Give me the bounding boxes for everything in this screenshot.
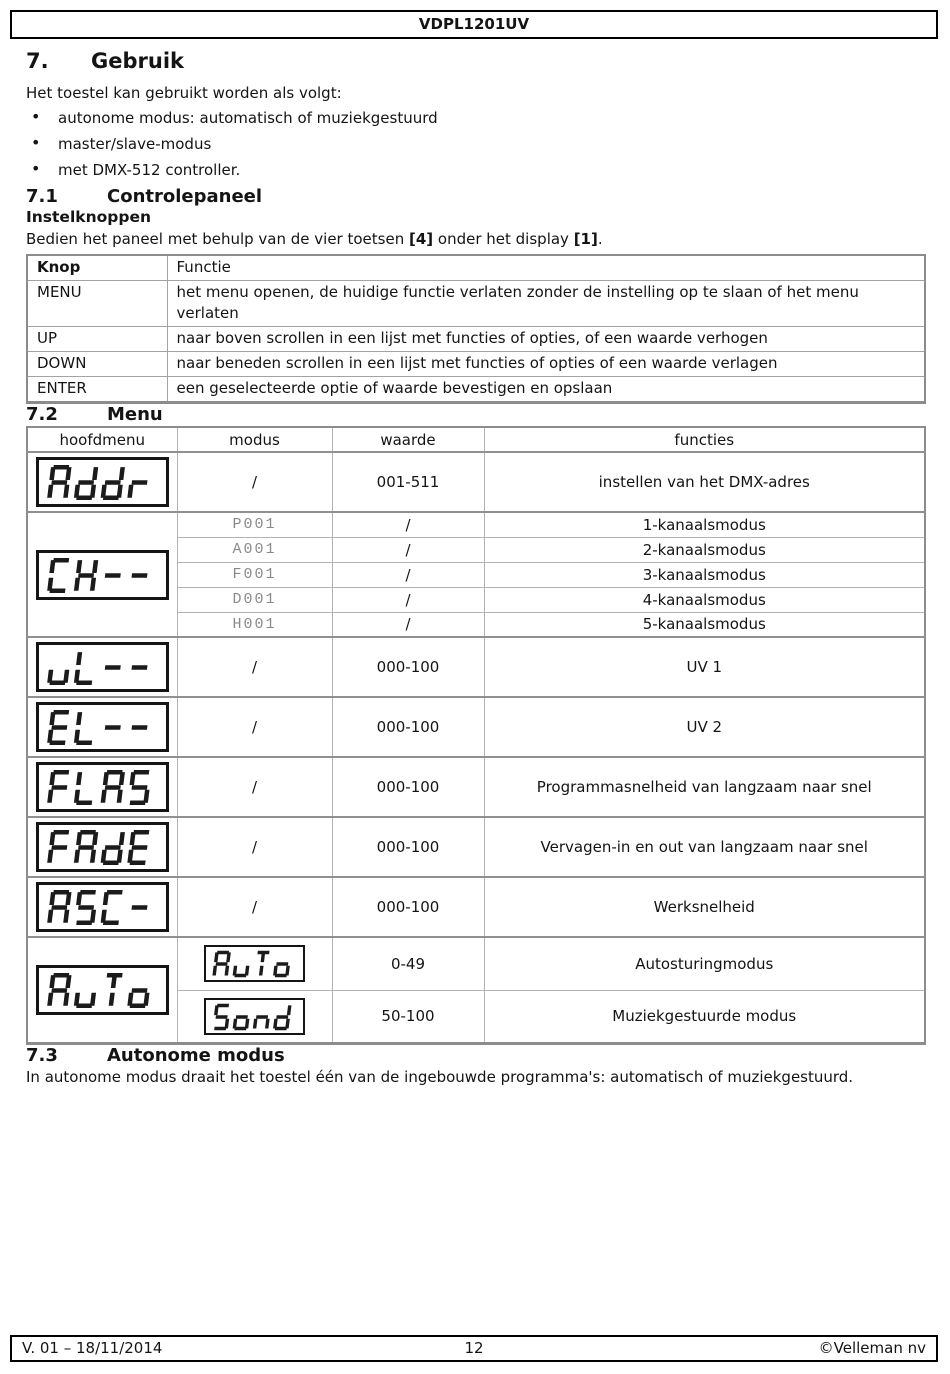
- sound-mode-lcd-display: [204, 998, 305, 1035]
- lcd-cell: [27, 937, 177, 1043]
- modus-value: H001: [177, 612, 332, 637]
- menu-row-addr: [27, 452, 925, 512]
- section-7-intro: Het toestel kan gebruikt worden als volgt:: [26, 84, 342, 102]
- button-name: ENTER: [27, 377, 167, 403]
- lcd-cell: [27, 452, 177, 512]
- modus-value: /: [177, 877, 332, 937]
- waarde-value: 001-511: [332, 452, 484, 512]
- modus-value: /: [177, 637, 332, 697]
- col-header-functie: Functie: [167, 255, 925, 281]
- instelknoppen-subheading: Instelknoppen: [26, 208, 151, 226]
- table-row: [27, 327, 925, 352]
- functies-value: Werksnelheid: [484, 877, 925, 937]
- modus-value: /: [177, 452, 332, 512]
- section-71-intro: [26, 229, 926, 249]
- section-71-number: 7.1: [26, 186, 58, 207]
- button-name: UP: [27, 327, 167, 352]
- lcd-cell: [177, 937, 332, 990]
- menu-row-uv1: [27, 637, 925, 697]
- col-header-knop: Knop: [27, 255, 167, 281]
- list-item: • autonome modus: automatisch of muziekgestuurd: [26, 108, 926, 128]
- menu-row-auto: [27, 937, 925, 990]
- buttons-table: [26, 254, 926, 404]
- section-7-title: Gebruik: [91, 49, 184, 73]
- functies-value: Autosturingmodus: [484, 937, 925, 990]
- modus-value: /: [177, 817, 332, 877]
- list-item: • met DMX-512 controller.: [26, 160, 926, 180]
- addr-lcd-display: [36, 457, 169, 507]
- bold-ref-1: [1]: [573, 230, 598, 248]
- lcd-cell: [27, 512, 177, 637]
- section-72-heading: [26, 404, 926, 426]
- button-function: naar beneden scrollen in een lijst met functies of opties of een waarde verlagen: [167, 352, 925, 377]
- el-lcd-display: [36, 702, 169, 752]
- table-header-row: [27, 427, 925, 452]
- col-header-functies: functies: [484, 427, 925, 452]
- modus-value: /: [177, 757, 332, 817]
- lcd-cell: [27, 757, 177, 817]
- waarde-value: /: [332, 587, 484, 612]
- lcd-cell: [27, 637, 177, 697]
- fade-lcd-display: [36, 822, 169, 872]
- page-content: [26, 48, 926, 1087]
- functies-value: Programmasnelheid van langzaam naar snel: [484, 757, 925, 817]
- button-name: MENU: [27, 281, 167, 327]
- footer-copyright: ©Velleman nv: [818, 1339, 926, 1357]
- functies-value: 2-kanaalsmodus: [484, 537, 925, 562]
- menu-table: [26, 426, 926, 1045]
- ul-lcd-display: [36, 642, 169, 692]
- menu-row-ch: [27, 512, 925, 537]
- ch-lcd-display: [36, 550, 169, 600]
- table-row: [27, 281, 925, 327]
- table-row: [27, 352, 925, 377]
- section-73-heading: [26, 1045, 926, 1067]
- modus-value: /: [177, 697, 332, 757]
- section-73-number: 7.3: [26, 1044, 58, 1066]
- functies-value: Muziekgestuurde modus: [484, 990, 925, 1043]
- modus-value: P001: [177, 512, 332, 537]
- waarde-value: 000-100: [332, 817, 484, 877]
- section-72-title: Menu: [107, 404, 163, 425]
- functies-value: 3-kanaalsmodus: [484, 562, 925, 587]
- section-71-heading: [26, 186, 926, 208]
- page-title: VDPL1201UV: [418, 15, 530, 33]
- waarde-value: /: [332, 537, 484, 562]
- lcd-cell: [27, 877, 177, 937]
- waarde-value: /: [332, 612, 484, 637]
- section-7-number: 7.: [26, 49, 49, 73]
- waarde-value: 000-100: [332, 637, 484, 697]
- waarde-value: 0-49: [332, 937, 484, 990]
- modus-value: D001: [177, 587, 332, 612]
- intro-text: Bedien het paneel met behulp van de vier toetsen: [26, 230, 409, 248]
- auto-mode-lcd-display: [204, 945, 305, 982]
- functies-value: 1-kanaalsmodus: [484, 512, 925, 537]
- menu-row-uv2: [27, 697, 925, 757]
- functies-value: 4-kanaalsmodus: [484, 587, 925, 612]
- list-item: • master/slave-modus: [26, 134, 926, 154]
- section-71-title: Controlepaneel: [107, 186, 263, 207]
- lcd-cell: [27, 817, 177, 877]
- button-function: naar boven scrollen in een lijst met functies of opties, of een waarde verhogen: [167, 327, 925, 352]
- footer-version: V. 01 – 18/11/2014: [22, 1339, 163, 1357]
- functies-value: instellen van het DMX-adres: [484, 452, 925, 512]
- button-name: DOWN: [27, 352, 167, 377]
- table-row: [27, 377, 925, 403]
- button-function: het menu openen, de huidige functie verlaten zonder de instelling op te slaan of het menu verlaten: [167, 281, 925, 327]
- col-header-modus: modus: [177, 427, 332, 452]
- modus-value: A001: [177, 537, 332, 562]
- functies-value: 5-kanaalsmodus: [484, 612, 925, 637]
- waarde-value: /: [332, 562, 484, 587]
- button-function: een geselecteerde optie of waarde bevestigen en opslaan: [167, 377, 925, 403]
- lcd-cell: [177, 990, 332, 1043]
- asc-lcd-display: [36, 882, 169, 932]
- flas-lcd-display: [36, 762, 169, 812]
- menu-row-asc: [27, 877, 925, 937]
- col-header-hoofdmenu: hoofdmenu: [27, 427, 177, 452]
- section-72-number: 7.2: [26, 404, 58, 425]
- bold-ref-4: [4]: [408, 230, 434, 248]
- intro-text: .: [597, 230, 603, 248]
- menu-row-fade: [27, 817, 925, 877]
- section-73-body: In autonome modus draait het toestel één van de ingebouwde programma's: automatisch of muziekgestuurd.: [26, 1067, 854, 1086]
- modus-value: F001: [177, 562, 332, 587]
- menu-row-flas: [27, 757, 925, 817]
- table-header-row: [27, 255, 925, 281]
- page-footer-box: [10, 1335, 938, 1362]
- waarde-value: 000-100: [332, 697, 484, 757]
- page-header-box: [10, 10, 938, 39]
- intro-text: onder het display: [433, 230, 574, 248]
- col-header-waarde: waarde: [332, 427, 484, 452]
- waarde-value: 000-100: [332, 757, 484, 817]
- functies-value: Vervagen-in en out van langzaam naar snel: [484, 817, 925, 877]
- waarde-value: /: [332, 512, 484, 537]
- functies-value: UV 1: [484, 637, 925, 697]
- waarde-value: 000-100: [332, 877, 484, 937]
- lcd-cell: [27, 697, 177, 757]
- waarde-value: 50-100: [332, 990, 484, 1043]
- section-7-heading: [26, 48, 926, 74]
- functies-value: UV 2: [484, 697, 925, 757]
- usage-mode-list: [26, 108, 926, 180]
- section-73-title: Autonome modus: [107, 1044, 285, 1066]
- footer-page-number: 12: [464, 1339, 484, 1357]
- auto-lcd-display: [36, 965, 169, 1015]
